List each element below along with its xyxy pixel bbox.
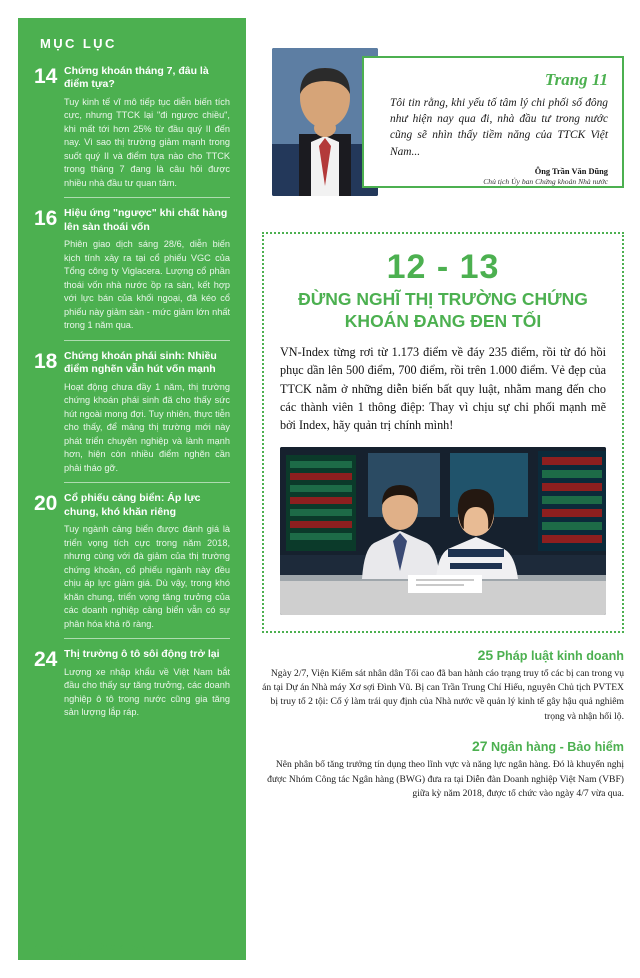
- toc-item-text: Tuy kinh tế vĩ mô tiếp tục diễn biến tích cực, nhưng TTCK lại "đi ngược chiều", khi mất tới hơn 25% từ đầu quý II đến nay. Vì sao thị trường giảm mạnh trong suốt quý II và điểm tựa nào cho TTCK trong tháng 7 đang là câu hỏi được nhiều nhà đầu tư quan tâm.: [64, 96, 230, 188]
- toc-item-title: Thị trường ô tô sôi động trở lại: [64, 648, 220, 661]
- brief-heading: [262, 647, 624, 663]
- brief-text: Nên phân bổ tăng trưởng tín dụng theo lĩnh vực và năng lực ngân hàng. Đó là khuyến nghị được Nhóm Công tác Ngân hàng (BWG) đưa ra tại Diễn đàn Doanh nghiệp Việt Nam (VBF) giữa kỳ năm 2018, được tổ chức vào ngày 4/7 vừa qua.: [267, 759, 624, 800]
- page-number: 4: [30, 939, 42, 961]
- brief-section[interactable]: [262, 738, 624, 801]
- toc-item-number: 18: [34, 349, 58, 373]
- feature-lead-paragraph: VN-Index từng rơi từ 1.173 điểm về đáy 235 điểm, rồi từ đó hồi phục dần lên 500 điểm, 700 điểm, rồi trên 1.000 điểm. Vẻ đẹp của TTCK nằm ở những diễn biến bất quy luật, nhằm mang đến cho các thành viên 1 thông điệp: Thay vì chịu sự chi phối mạnh mẽ bởi Index, hãy quản trị chính mình!: [280, 345, 606, 433]
- toc-item-text: Tuy ngành cảng biển được đánh giá là triển vọng tích cực trong năm 2018, nhưng cùng với đà giảm của thị trường chứng khoán, cổ phiếu ngành này đều chịu áp lực giảm giá. Dù vậy, trong khó khăn chung, triển vọng tăng trưởng của các doanh nghiệp cảng biển vẫn có sự phân hóa khá rõ ràng.: [64, 524, 230, 629]
- publication-date: 6.7.2018: [54, 952, 82, 960]
- toc-item-title: Chứng khoán tháng 7, đâu là điểm tựa?: [64, 65, 209, 91]
- toc-item-title: Cổ phiếu cảng biển: Áp lực chung, khó khăn riêng: [64, 492, 201, 518]
- main-content: [262, 48, 624, 801]
- brief-page-number: 25: [477, 646, 494, 663]
- quote-page-label: Trang 11: [544, 70, 608, 89]
- brief-title: Ngân hàng - Bảo hiểm: [491, 740, 624, 755]
- list-item[interactable]: [34, 648, 230, 727]
- toc-item-text: Hoạt động chưa đầy 1 năm, thị trường chứng khoán phái sinh đã cho thấy sức hút ngoài mong đợi. Tuy nhiên, thực tiễn cho thấy, để mảng thị trường mới này phát triển chuyên nghiệp và lành mạnh hơn, hiện còn nhiều điểm nghẽn cần phải tháo gỡ.: [64, 381, 230, 473]
- toc-item-number: 14: [34, 65, 58, 88]
- toc-item-title: Hiệu ứng "ngược" khi chất hàng lên sàn thoái vốn: [64, 207, 228, 233]
- table-of-contents-panel: [18, 18, 246, 960]
- quote-author: Ông Trần Văn Dũng: [534, 166, 608, 176]
- toc-item-number: 16: [34, 207, 58, 231]
- page-footer: [30, 940, 147, 960]
- feature-page-range: 12 - 13: [386, 248, 500, 286]
- trading-floor-photo: [280, 447, 606, 615]
- toc-item-text: Phiên giao dịch sáng 28/6, diễn biến kịch tính xảy ra tại cổ phiếu VGC của Tổng công ty Viglacera. Lượng cổ phần thoái vốn nhà nước ồp ra sàn, kết hợp với lực bán của khối ngoại, đã kéo cổ phiếu này giảm sàn - mức giảm lớn nhất trong 1 năm qua.: [64, 239, 230, 331]
- toc-item-text: Lượng xe nhập khẩu về Việt Nam bắt đầu cho thấy sự tăng trưởng, các doanh nghiệp ô tô trong nước cũng gia tăng sản lượng lắp ráp.: [64, 666, 230, 718]
- quote-card: [362, 56, 624, 188]
- toc-item-number: 20: [34, 492, 58, 516]
- list-item[interactable]: [34, 492, 230, 639]
- list-item[interactable]: [34, 350, 230, 483]
- brief-section[interactable]: [262, 647, 624, 725]
- publication-name: ĐẦU TƯ CHỨNG KHOÁN: [54, 942, 147, 952]
- toc-heading: MỤC LỤC: [40, 36, 117, 51]
- list-item[interactable]: [34, 65, 230, 198]
- brief-page-number: 27: [471, 738, 488, 755]
- pull-quote-block: [262, 48, 624, 218]
- feature-headline: ĐỪNG NGHĨ THỊ TRƯỜNG CHỨNG KHOÁN ĐANG ĐEN TỐI: [298, 288, 588, 332]
- quote-author-role: Chủ tịch Ủy ban Chứng khoán Nhà nước: [483, 176, 608, 186]
- footer-divider: [47, 940, 49, 960]
- feature-article-block: [262, 232, 624, 633]
- brief-text: Ngày 2/7, Viện Kiểm sát nhân dân Tối cao đã ban hành cáo trạng truy tố các bị can trong vụ án tại Dự án Nhà máy Xơ sợi Đình Vũ. Bị can Trần Trung Chí Hiếu, nguyên Chủ tịch PVTEX bị truy tố 2 tội: Cố ý làm trái quy định của Nhà nước về quản lý kinh tế gây hậu quả nghiêm trọng và nhận hối lộ.: [262, 667, 624, 722]
- brief-title: Pháp luật kinh doanh: [496, 648, 624, 663]
- brief-heading: [262, 738, 624, 754]
- toc-item-title: Chứng khoán phái sinh: Nhiều điểm nghẽn vẫn hút vốn mạnh: [64, 349, 217, 376]
- toc-item-number: 24: [34, 648, 58, 672]
- quote-text: Tôi tin rằng, khi yếu tố tâm lý chi phối số đông như hiện nay qua đi, nhà đầu tư trong nước cũng sẽ nhìn thấy tiềm năng của TTCK Việt Nam...: [390, 97, 608, 158]
- list-item[interactable]: [34, 207, 230, 340]
